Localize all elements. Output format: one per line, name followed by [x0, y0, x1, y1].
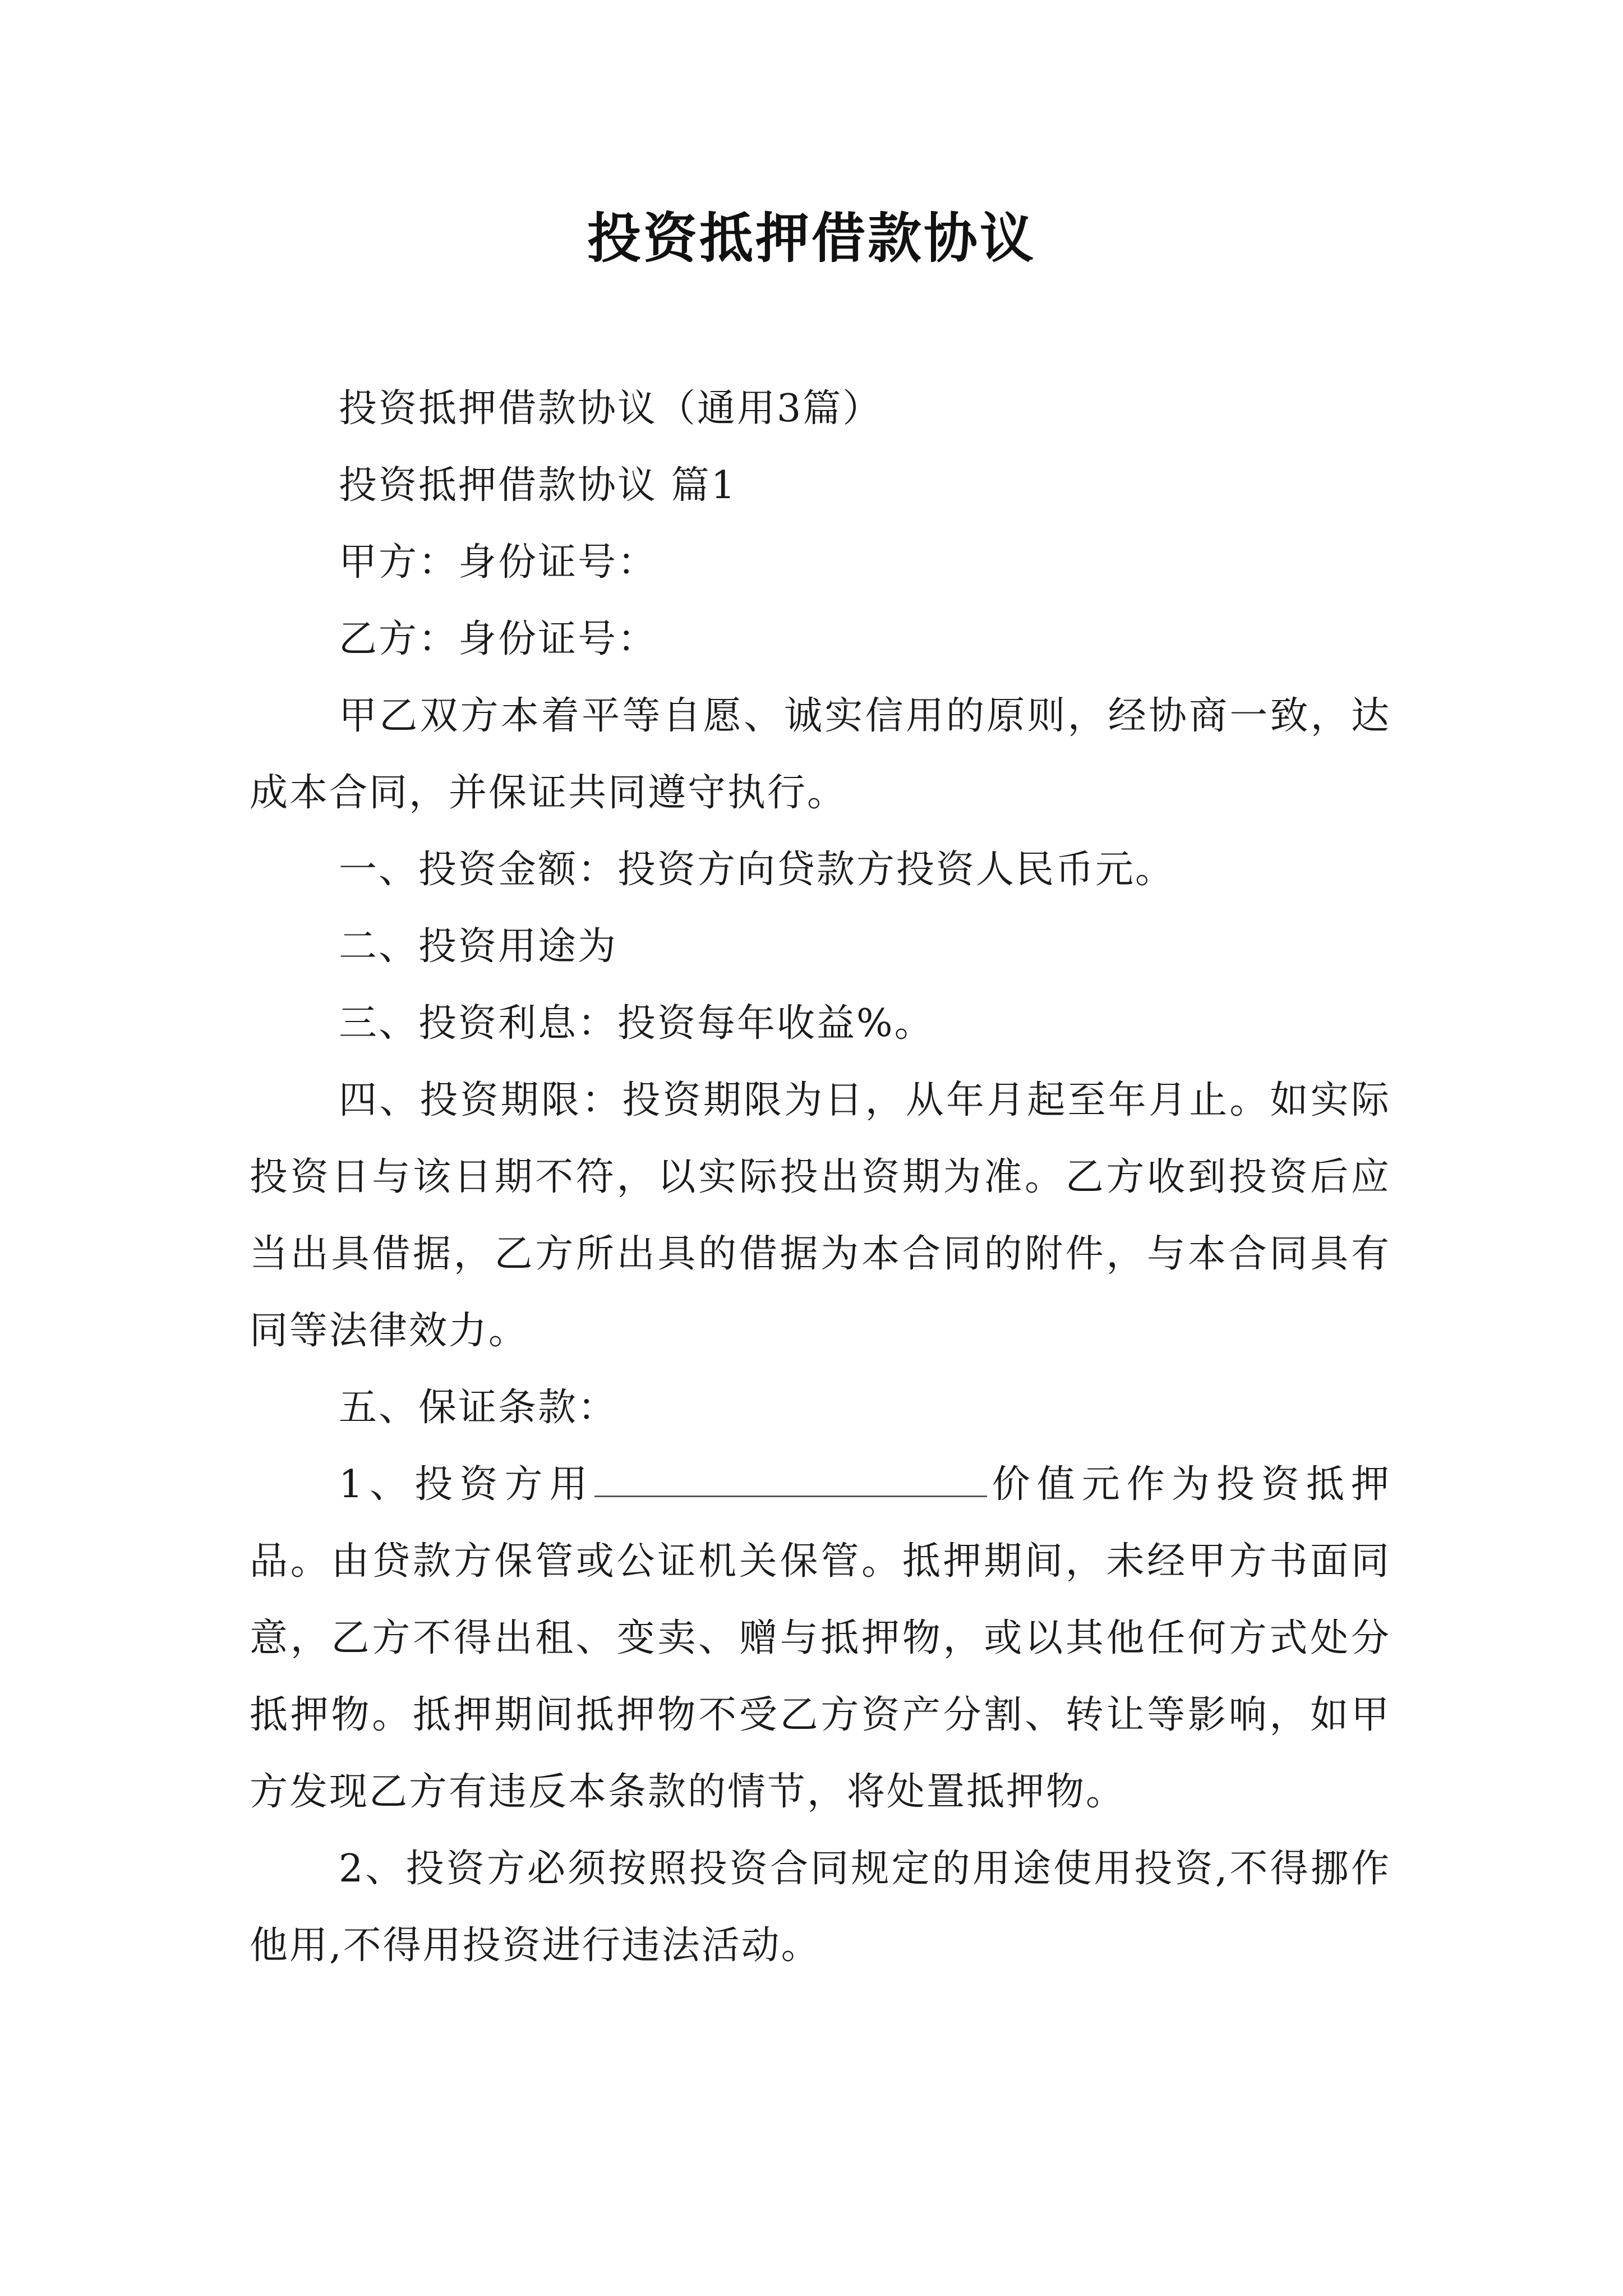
paragraph-clause-1: [250, 1446, 1391, 1830]
paragraph-party-b: 乙方：身份证号：: [339, 617, 658, 661]
paragraph-amount: 一、投资金额：投资方向贷款方投资人民币元。: [339, 848, 1175, 892]
document-body: [250, 370, 1391, 1984]
paragraph-clause-2: 2、投资方必须按照投资合同规定的用途使用投资,不得挪作他用,不得用投资进行违法活动。: [250, 1847, 1391, 1968]
clause-1-rest: 价值元作为投资抵押品。由贷款方保管或公证机关保管。抵押期间，未经甲方书面同意，乙方不得出租、变卖、赠与抵押物，或以其他任何方式处分抵押物。抵押期间抵押物不受乙方资产分割、转让等影响，如甲方发现乙方有违反本条款的情节，将处置抵押物。: [250, 1462, 1391, 1814]
paragraph-preamble: 甲乙双方本着平等自愿、诚实信用的原则，经协商一致，达成本合同，并保证共同遵守执行。: [250, 694, 1391, 815]
paragraph-subtitle: 投资抵押借款协议（通用3篇）: [339, 386, 883, 431]
paragraph-guarantee-heading: 五、保证条款：: [339, 1386, 618, 1430]
clause-1-lead: 1、投资方用: [339, 1462, 594, 1507]
paragraph-term: 四、投资期限：投资期限为日，从年月起至年月止。如实际投资日与该日期不符，以实际投出资期为准。乙方收到投资后应当出具借据，乙方所出具的借据为本合同的附件，与本合同具有同等法律效力。: [250, 1078, 1391, 1353]
paragraph-interest: 三、投资利息：投资每年收益%。: [339, 1001, 934, 1046]
paragraph-section-heading: 投资抵押借款协议 篇1: [339, 463, 737, 508]
paragraph-party-a: 甲方：身份证号：: [339, 540, 658, 585]
document-title: 投资抵押借款协议: [587, 207, 1036, 270]
paragraph-purpose: 二、投资用途为: [339, 924, 618, 969]
fill-in-blank: [594, 1462, 987, 1497]
